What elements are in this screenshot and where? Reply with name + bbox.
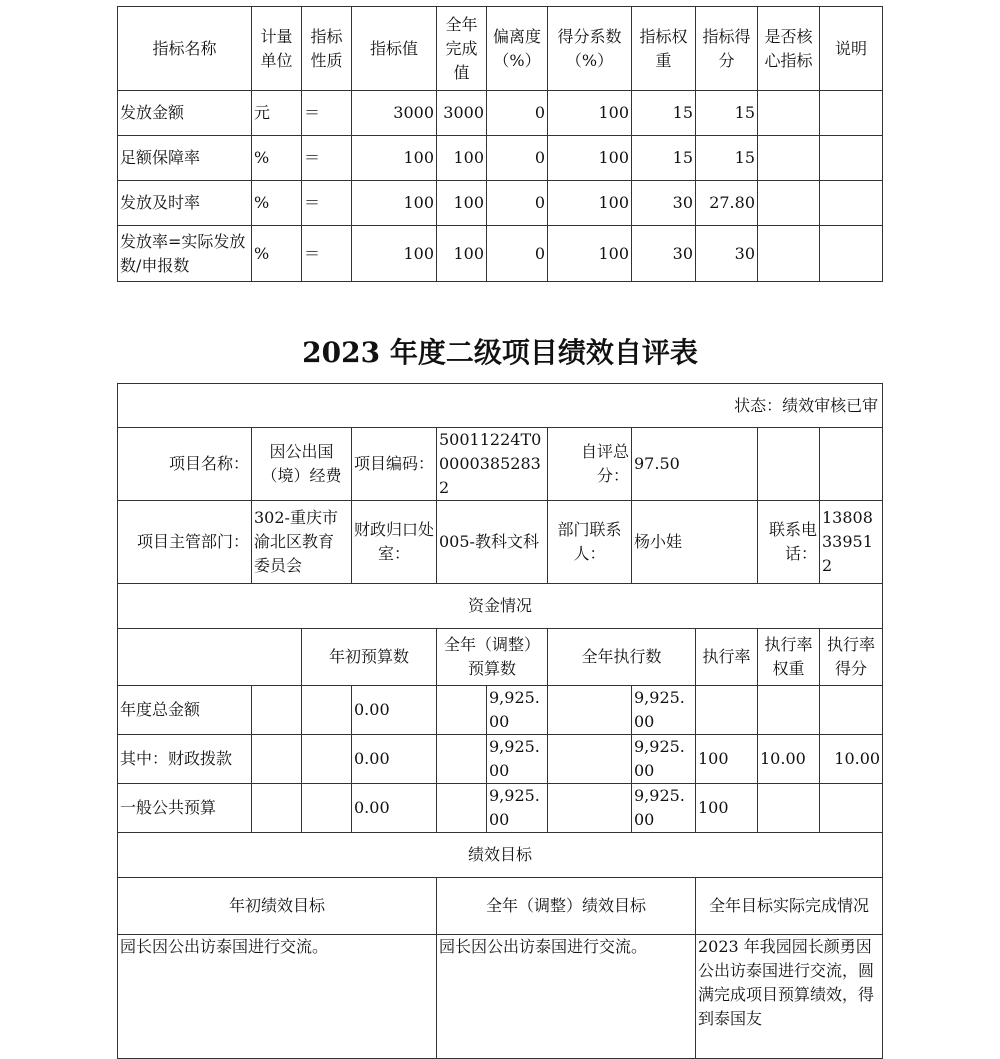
contact-value: 杨小娃 xyxy=(632,501,758,584)
empty-cell xyxy=(252,686,302,735)
indicator-header-row xyxy=(118,7,883,91)
department-row xyxy=(118,501,883,584)
project-info-row xyxy=(118,428,883,501)
header-rate-score: 执行率得分 xyxy=(820,629,883,686)
indicator-actual: 3000 xyxy=(437,91,487,136)
empty-cell xyxy=(548,686,632,735)
funds-adjusted: 9,925.00 xyxy=(487,735,548,784)
indicator-deviation: 0 xyxy=(487,91,548,136)
header-unit: 计量单位 xyxy=(252,7,302,91)
funds-rate xyxy=(696,686,758,735)
indicator-nature: ＝ xyxy=(302,136,352,181)
table-row xyxy=(118,91,883,136)
funds-score xyxy=(820,686,883,735)
funds-executed: 9,925.00 xyxy=(632,784,696,833)
goals-section-title: 绩效目标 xyxy=(118,833,883,878)
funds-weight xyxy=(758,784,820,833)
indicator-core xyxy=(758,226,820,282)
indicator-coef: 100 xyxy=(548,226,632,282)
indicator-weight: 15 xyxy=(632,91,696,136)
empty-cell xyxy=(758,428,820,501)
empty-cell xyxy=(302,686,352,735)
indicator-score: 30 xyxy=(696,226,758,282)
indicator-core xyxy=(758,181,820,226)
funds-weight: 10.00 xyxy=(758,735,820,784)
indicator-unit: 元 xyxy=(252,91,302,136)
funds-adjusted: 9,925.00 xyxy=(487,686,548,735)
indicator-note xyxy=(820,136,883,181)
empty-cell xyxy=(302,735,352,784)
header-nature: 指标性质 xyxy=(302,7,352,91)
project-name-label: 项目名称： xyxy=(118,428,252,501)
empty-cell xyxy=(252,735,302,784)
indicator-score: 27.80 xyxy=(696,181,758,226)
header-initial-goal: 年初绩效目标 xyxy=(118,878,437,935)
indicator-coef: 100 xyxy=(548,136,632,181)
empty-cell xyxy=(820,428,883,501)
funds-section-row xyxy=(118,584,883,629)
funds-row-label: 一般公共预算 xyxy=(118,784,252,833)
goal-actual: 2023 年我园园长颜勇因公出访泰国进行交流，圆满完成项目预算绩效，得到泰国友 xyxy=(696,935,883,1059)
self-score: 97.50 xyxy=(632,428,758,501)
empty-cell xyxy=(252,784,302,833)
indicator-coef: 100 xyxy=(548,181,632,226)
indicator-name: 发放金额 xyxy=(118,91,252,136)
indicator-nature: ＝ xyxy=(302,226,352,282)
header-actual-goal: 全年目标实际完成情况 xyxy=(696,878,883,935)
goals-header-row xyxy=(118,878,883,935)
header-score: 指标得分 xyxy=(696,7,758,91)
funds-score: 10.00 xyxy=(820,735,883,784)
self-score-label: 自评总分： xyxy=(548,428,632,501)
status-row xyxy=(118,384,883,428)
project-code-label: 项目编码： xyxy=(352,428,437,501)
funds-initial: 0.00 xyxy=(352,784,437,833)
header-deviation: 偏离度（%） xyxy=(487,7,548,91)
indicator-actual: 100 xyxy=(437,136,487,181)
finance-value: 005-教科文科 xyxy=(437,501,548,584)
indicator-score: 15 xyxy=(696,136,758,181)
empty-cell xyxy=(437,784,487,833)
indicator-core xyxy=(758,136,820,181)
indicator-note xyxy=(820,226,883,282)
dept-value: 302-重庆市渝北区教育委员会 xyxy=(252,501,352,584)
funds-executed: 9,925.00 xyxy=(632,686,696,735)
indicator-actual: 100 xyxy=(437,226,487,282)
indicator-table xyxy=(117,6,883,282)
phone-value: 13808339512 xyxy=(820,501,883,584)
indicator-note xyxy=(820,181,883,226)
indicator-deviation: 0 xyxy=(487,181,548,226)
funds-header-row xyxy=(118,629,883,686)
header-weight: 指标权重 xyxy=(632,7,696,91)
indicator-score: 15 xyxy=(696,91,758,136)
header-value: 指标值 xyxy=(352,7,437,91)
indicator-name: 发放率=实际发放数/申报数 xyxy=(118,226,252,282)
indicator-actual: 100 xyxy=(437,181,487,226)
phone-label: 联系电话： xyxy=(758,501,820,584)
header-note: 说明 xyxy=(820,7,883,91)
indicator-unit: % xyxy=(252,226,302,282)
header-core: 是否核心指标 xyxy=(758,7,820,91)
goal-adjusted: 园长因公出访泰国进行交流。 xyxy=(437,935,696,1059)
header-initial-budget: 年初预算数 xyxy=(302,629,437,686)
table-row xyxy=(118,735,883,784)
project-name: 因公出国（境）经费 xyxy=(252,428,352,501)
indicator-value: 3000 xyxy=(352,91,437,136)
dept-label: 项目主管部门： xyxy=(118,501,252,584)
funds-initial: 0.00 xyxy=(352,735,437,784)
contact-label: 部门联系人： xyxy=(548,501,632,584)
header-exec-rate: 执行率 xyxy=(696,629,758,686)
header-executed: 全年执行数 xyxy=(548,629,696,686)
indicator-nature: ＝ xyxy=(302,181,352,226)
indicator-note xyxy=(820,91,883,136)
indicator-weight: 30 xyxy=(632,181,696,226)
empty-cell xyxy=(118,629,302,686)
goals-section-row xyxy=(118,833,883,878)
indicator-name: 发放及时率 xyxy=(118,181,252,226)
header-adjusted-goal: 全年（调整）绩效目标 xyxy=(437,878,696,935)
funds-rate: 100 xyxy=(696,735,758,784)
goals-row xyxy=(118,935,883,1059)
table-row xyxy=(118,686,883,735)
project-code: 500112​24T00​0003852832 xyxy=(437,428,548,501)
indicator-value: 100 xyxy=(352,181,437,226)
indicator-deviation: 0 xyxy=(487,226,548,282)
header-adjusted-budget: 全年（调整）预算数 xyxy=(437,629,548,686)
page-title: 2023 年度二级项目绩效自评表 xyxy=(302,336,698,369)
funds-adjusted: 9,925.00 xyxy=(487,784,548,833)
indicator-weight: 15 xyxy=(632,136,696,181)
table-row xyxy=(118,226,883,282)
table-row xyxy=(118,136,883,181)
indicator-coef: 100 xyxy=(548,91,632,136)
indicator-deviation: 0 xyxy=(487,136,548,181)
indicator-weight: 30 xyxy=(632,226,696,282)
empty-cell xyxy=(548,784,632,833)
table-row xyxy=(118,784,883,833)
goal-initial: 园长因公出访泰国进行交流。 xyxy=(118,935,437,1059)
finance-label: 财政归口处室： xyxy=(352,501,437,584)
indicator-unit: % xyxy=(252,136,302,181)
funds-score xyxy=(820,784,883,833)
funds-initial: 0.00 xyxy=(352,686,437,735)
funds-row-label: 年度总金额 xyxy=(118,686,252,735)
empty-cell xyxy=(437,735,487,784)
funds-section-title: 资金情况 xyxy=(118,584,883,629)
indicator-name: 足额保障率 xyxy=(118,136,252,181)
indicator-value: 100 xyxy=(352,136,437,181)
header-coef: 得分系数（%） xyxy=(548,7,632,91)
empty-cell xyxy=(437,686,487,735)
funds-executed: 9,925.00 xyxy=(632,735,696,784)
self-evaluation-table xyxy=(117,383,883,1059)
funds-weight xyxy=(758,686,820,735)
indicator-core xyxy=(758,91,820,136)
status-badge: 状态：绩效审核已审 xyxy=(118,384,883,428)
funds-row-label: 其中：财政拨款 xyxy=(118,735,252,784)
header-indicator-name: 指标名称 xyxy=(118,7,252,91)
empty-cell xyxy=(548,735,632,784)
funds-rate: 100 xyxy=(696,784,758,833)
header-rate-weight: 执行率权重 xyxy=(758,629,820,686)
indicator-nature: ＝ xyxy=(302,91,352,136)
table-row xyxy=(118,181,883,226)
empty-cell xyxy=(302,784,352,833)
indicator-value: 100 xyxy=(352,226,437,282)
indicator-unit: % xyxy=(252,181,302,226)
header-actual: 全年完成值 xyxy=(437,7,487,91)
